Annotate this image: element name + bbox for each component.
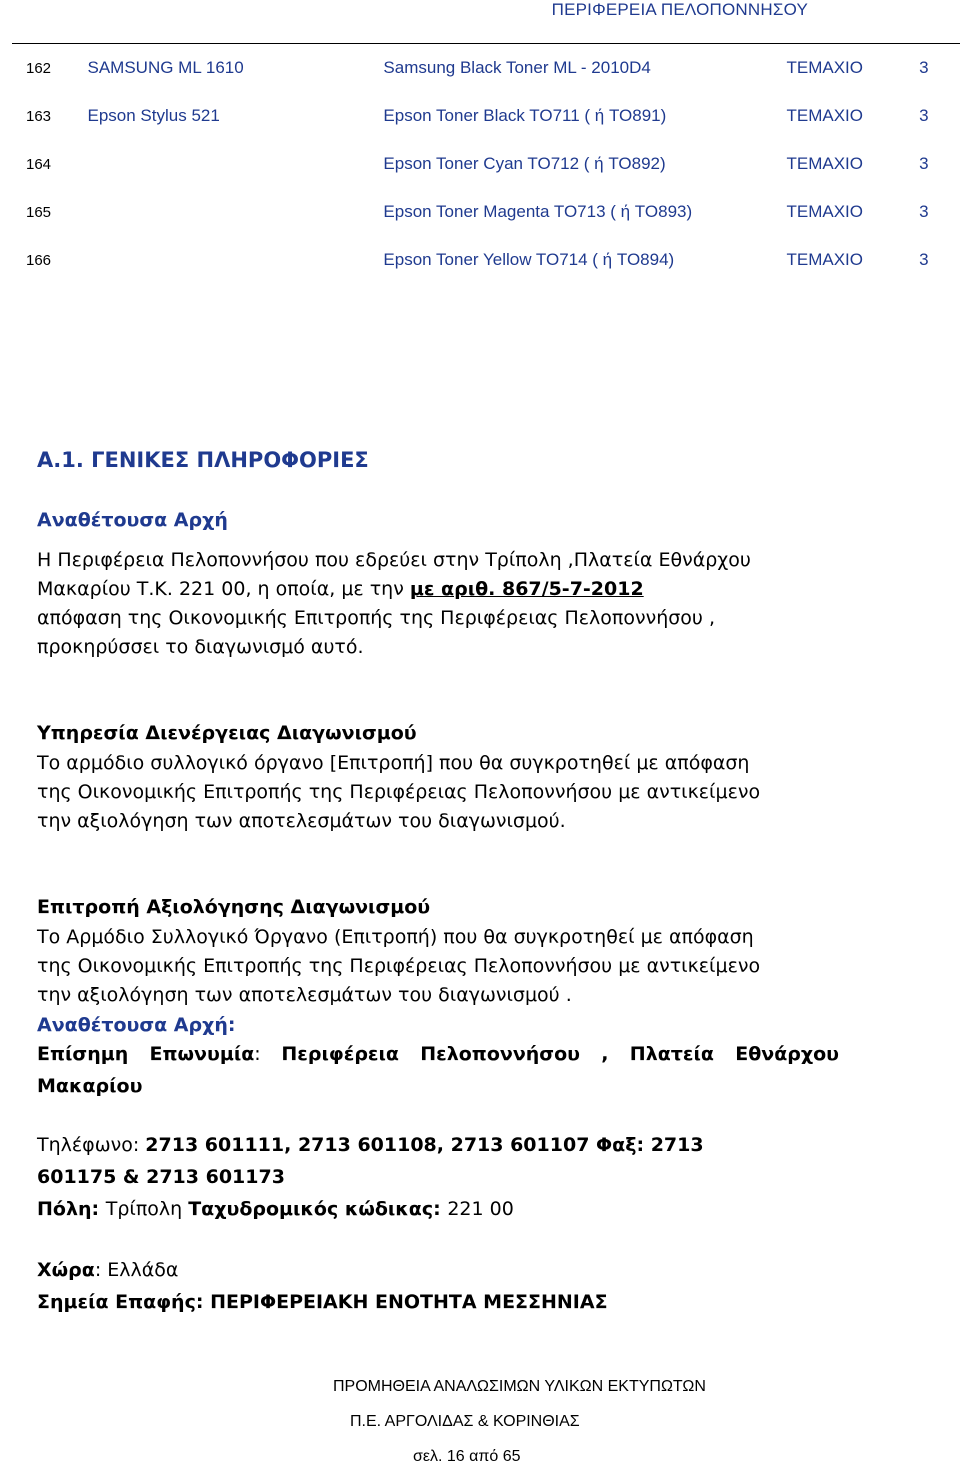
postal-label: Ταχυδρομικός κώδικας: bbox=[188, 1198, 448, 1220]
service-line-3: την αξιολόγηση των αποτελεσμάτων του διαγωνισμού. bbox=[37, 810, 566, 832]
official-name-colon: : bbox=[254, 1043, 282, 1065]
authority-heading: Αναθέτουσα Αρχή bbox=[37, 509, 228, 531]
item-number: 162 bbox=[12, 44, 88, 93]
authority-line-1: Η Περιφέρεια Πελοποννήσου που εδρεύει στην Τρίπολη ,Πλατεία Εθνάρχου bbox=[37, 549, 751, 571]
phone-line bbox=[37, 1131, 839, 1160]
unit: ΤΕΜΑΧΙΟ bbox=[786, 250, 864, 269]
table-row bbox=[12, 44, 960, 93]
authority-line-2-text: Μακαρίου Τ.Κ. 221 00, η οποία, με την bbox=[37, 578, 410, 600]
country-line bbox=[37, 1256, 839, 1285]
fax-value: 2713 bbox=[650, 1134, 704, 1156]
contact-point-value: ΠΕΡΙΦΕΡΕΙΑΚΗ ΕΝΟΤΗΤΑ ΜΕΣΣΗΝΙΑΣ bbox=[210, 1291, 608, 1313]
city-line bbox=[37, 1195, 839, 1224]
table-row bbox=[12, 92, 960, 140]
quantity: 3 bbox=[919, 250, 929, 269]
unit: ΤΕΜΑΧΙΟ bbox=[787, 44, 920, 93]
items-table bbox=[12, 43, 960, 284]
items-table-body bbox=[12, 44, 960, 285]
printer-model: Epson Stylus 521 bbox=[87, 106, 220, 125]
country-value: : Ελλάδα bbox=[94, 1259, 179, 1281]
official-name-value: Περιφέρεια Πελοποννήσου , Πλατεία Εθνάρχου bbox=[281, 1043, 839, 1065]
service-line-1: Το αρμόδιο συλλογικό όργανο [Επιτροπή] που θα συγκροτηθεί με απόφαση bbox=[37, 752, 750, 774]
printer-model bbox=[88, 140, 384, 188]
quantity: 3 bbox=[919, 202, 929, 221]
section-title: Α.1. ΓΕΝΙΚΕΣ ΠΛΗΡΟΦΟΡΙΕΣ bbox=[37, 448, 369, 472]
quantity: 3 bbox=[919, 154, 929, 173]
quantity: 3 bbox=[919, 106, 929, 125]
item-number: 163 bbox=[26, 107, 52, 125]
unit: ΤΕΜΑΧΙΟ bbox=[786, 106, 864, 125]
page-header: ΠΕΡΙΦΕΡΕΙΑ ΠΕΛΟΠΟΝΝΗΣΟΥ bbox=[551, 0, 808, 19]
fax-label: Φαξ: bbox=[596, 1134, 651, 1156]
product-name: Epson Toner Yellow TO714 ( ή TO894) bbox=[383, 250, 675, 269]
contact-point-label: Σημεία Επαφής: bbox=[37, 1291, 211, 1313]
printer-model bbox=[88, 188, 384, 236]
unit: ΤΕΜΑΧΙΟ bbox=[786, 154, 864, 173]
contact-point-line bbox=[37, 1288, 839, 1317]
official-name-line bbox=[37, 1040, 839, 1069]
phone-value: 2713 601111, 2713 601108, 2713 601107 bbox=[145, 1134, 597, 1156]
service-heading: Υπηρεσία Διενέργειας Διαγωνισμού bbox=[37, 722, 417, 744]
unit: ΤΕΜΑΧΙΟ bbox=[786, 202, 864, 221]
footer-title: ΠΡΟΜΗΘΕΙΑ ΑΝΑΛΩΣΙΜΩΝ ΥΛΙΚΩΝ ΕΚΤΥΠΩΤΩΝ bbox=[333, 1378, 706, 1395]
country-label: Χώρα bbox=[37, 1259, 95, 1281]
printer-model: SAMSUNG ML 1610 bbox=[88, 44, 384, 93]
decision-number: με αριθ. 867/5-7-2012 bbox=[409, 578, 644, 600]
phone-label: Τηλέφωνο: bbox=[37, 1134, 146, 1156]
product-name: Epson Toner Magenta TO713 ( ή TO893) bbox=[383, 202, 693, 221]
committee-line-3: την αξιολόγηση των αποτελεσμάτων του διαγωνισμού . bbox=[37, 984, 572, 1006]
city-label: Πόλη: bbox=[37, 1198, 106, 1220]
item-number: 166 bbox=[26, 251, 52, 269]
postal-value: 221 00 bbox=[447, 1198, 514, 1220]
city-value: Τρίπολη bbox=[105, 1198, 189, 1220]
footer-subtitle: Π.Ε. ΑΡΓΟΛΙΔΑΣ & ΚΟΡΙΝΘΙΑΣ bbox=[350, 1413, 580, 1430]
table-row bbox=[12, 236, 960, 284]
fax-line-2: 601175 & 2713 601173 bbox=[37, 1166, 285, 1188]
committee-line-2: της Οικονομικής Επιτροπής της Περιφέρειας Πελοποννήσου με αντικείμενο bbox=[37, 955, 761, 977]
authority-line-4: προκηρύσσει το διαγωνισμό αυτό. bbox=[37, 636, 364, 658]
official-name-line-2: Μακαρίου bbox=[37, 1075, 143, 1097]
page-number: σελ. 16 από 65 bbox=[413, 1448, 521, 1465]
contact-heading: Αναθέτουσα Αρχή: bbox=[37, 1014, 236, 1036]
committee-line-1: Το Αρμόδιο Συλλογικό Όργανο (Επιτροπή) που θα συγκροτηθεί με απόφαση bbox=[37, 926, 754, 948]
quantity: 3 bbox=[919, 44, 960, 93]
table-row bbox=[12, 188, 960, 236]
authority-line-2 bbox=[37, 575, 839, 604]
item-number: 164 bbox=[26, 155, 52, 173]
authority-line-3: απόφαση της Οικονομικής Επιτροπής της Περιφέρειας Πελοποννήσου , bbox=[37, 607, 715, 629]
table-row bbox=[12, 140, 960, 188]
product-name: Epson Toner Cyan TO712 ( ή TO892) bbox=[383, 154, 666, 173]
service-line-2: της Οικονομικής Επιτροπής της Περιφέρειας Πελοποννήσου με αντικείμενο bbox=[37, 781, 761, 803]
printer-model bbox=[88, 236, 384, 284]
product-name: Epson Toner Black TO711 ( ή TO891) bbox=[383, 106, 667, 125]
item-number: 165 bbox=[26, 203, 52, 221]
committee-heading: Επιτροπή Αξιολόγησης Διαγωνισμού bbox=[37, 896, 431, 918]
official-name-label: Επίσημη Επωνυμία bbox=[37, 1043, 255, 1065]
product-name: Samsung Black Toner ML - 2010D4 bbox=[383, 44, 786, 93]
